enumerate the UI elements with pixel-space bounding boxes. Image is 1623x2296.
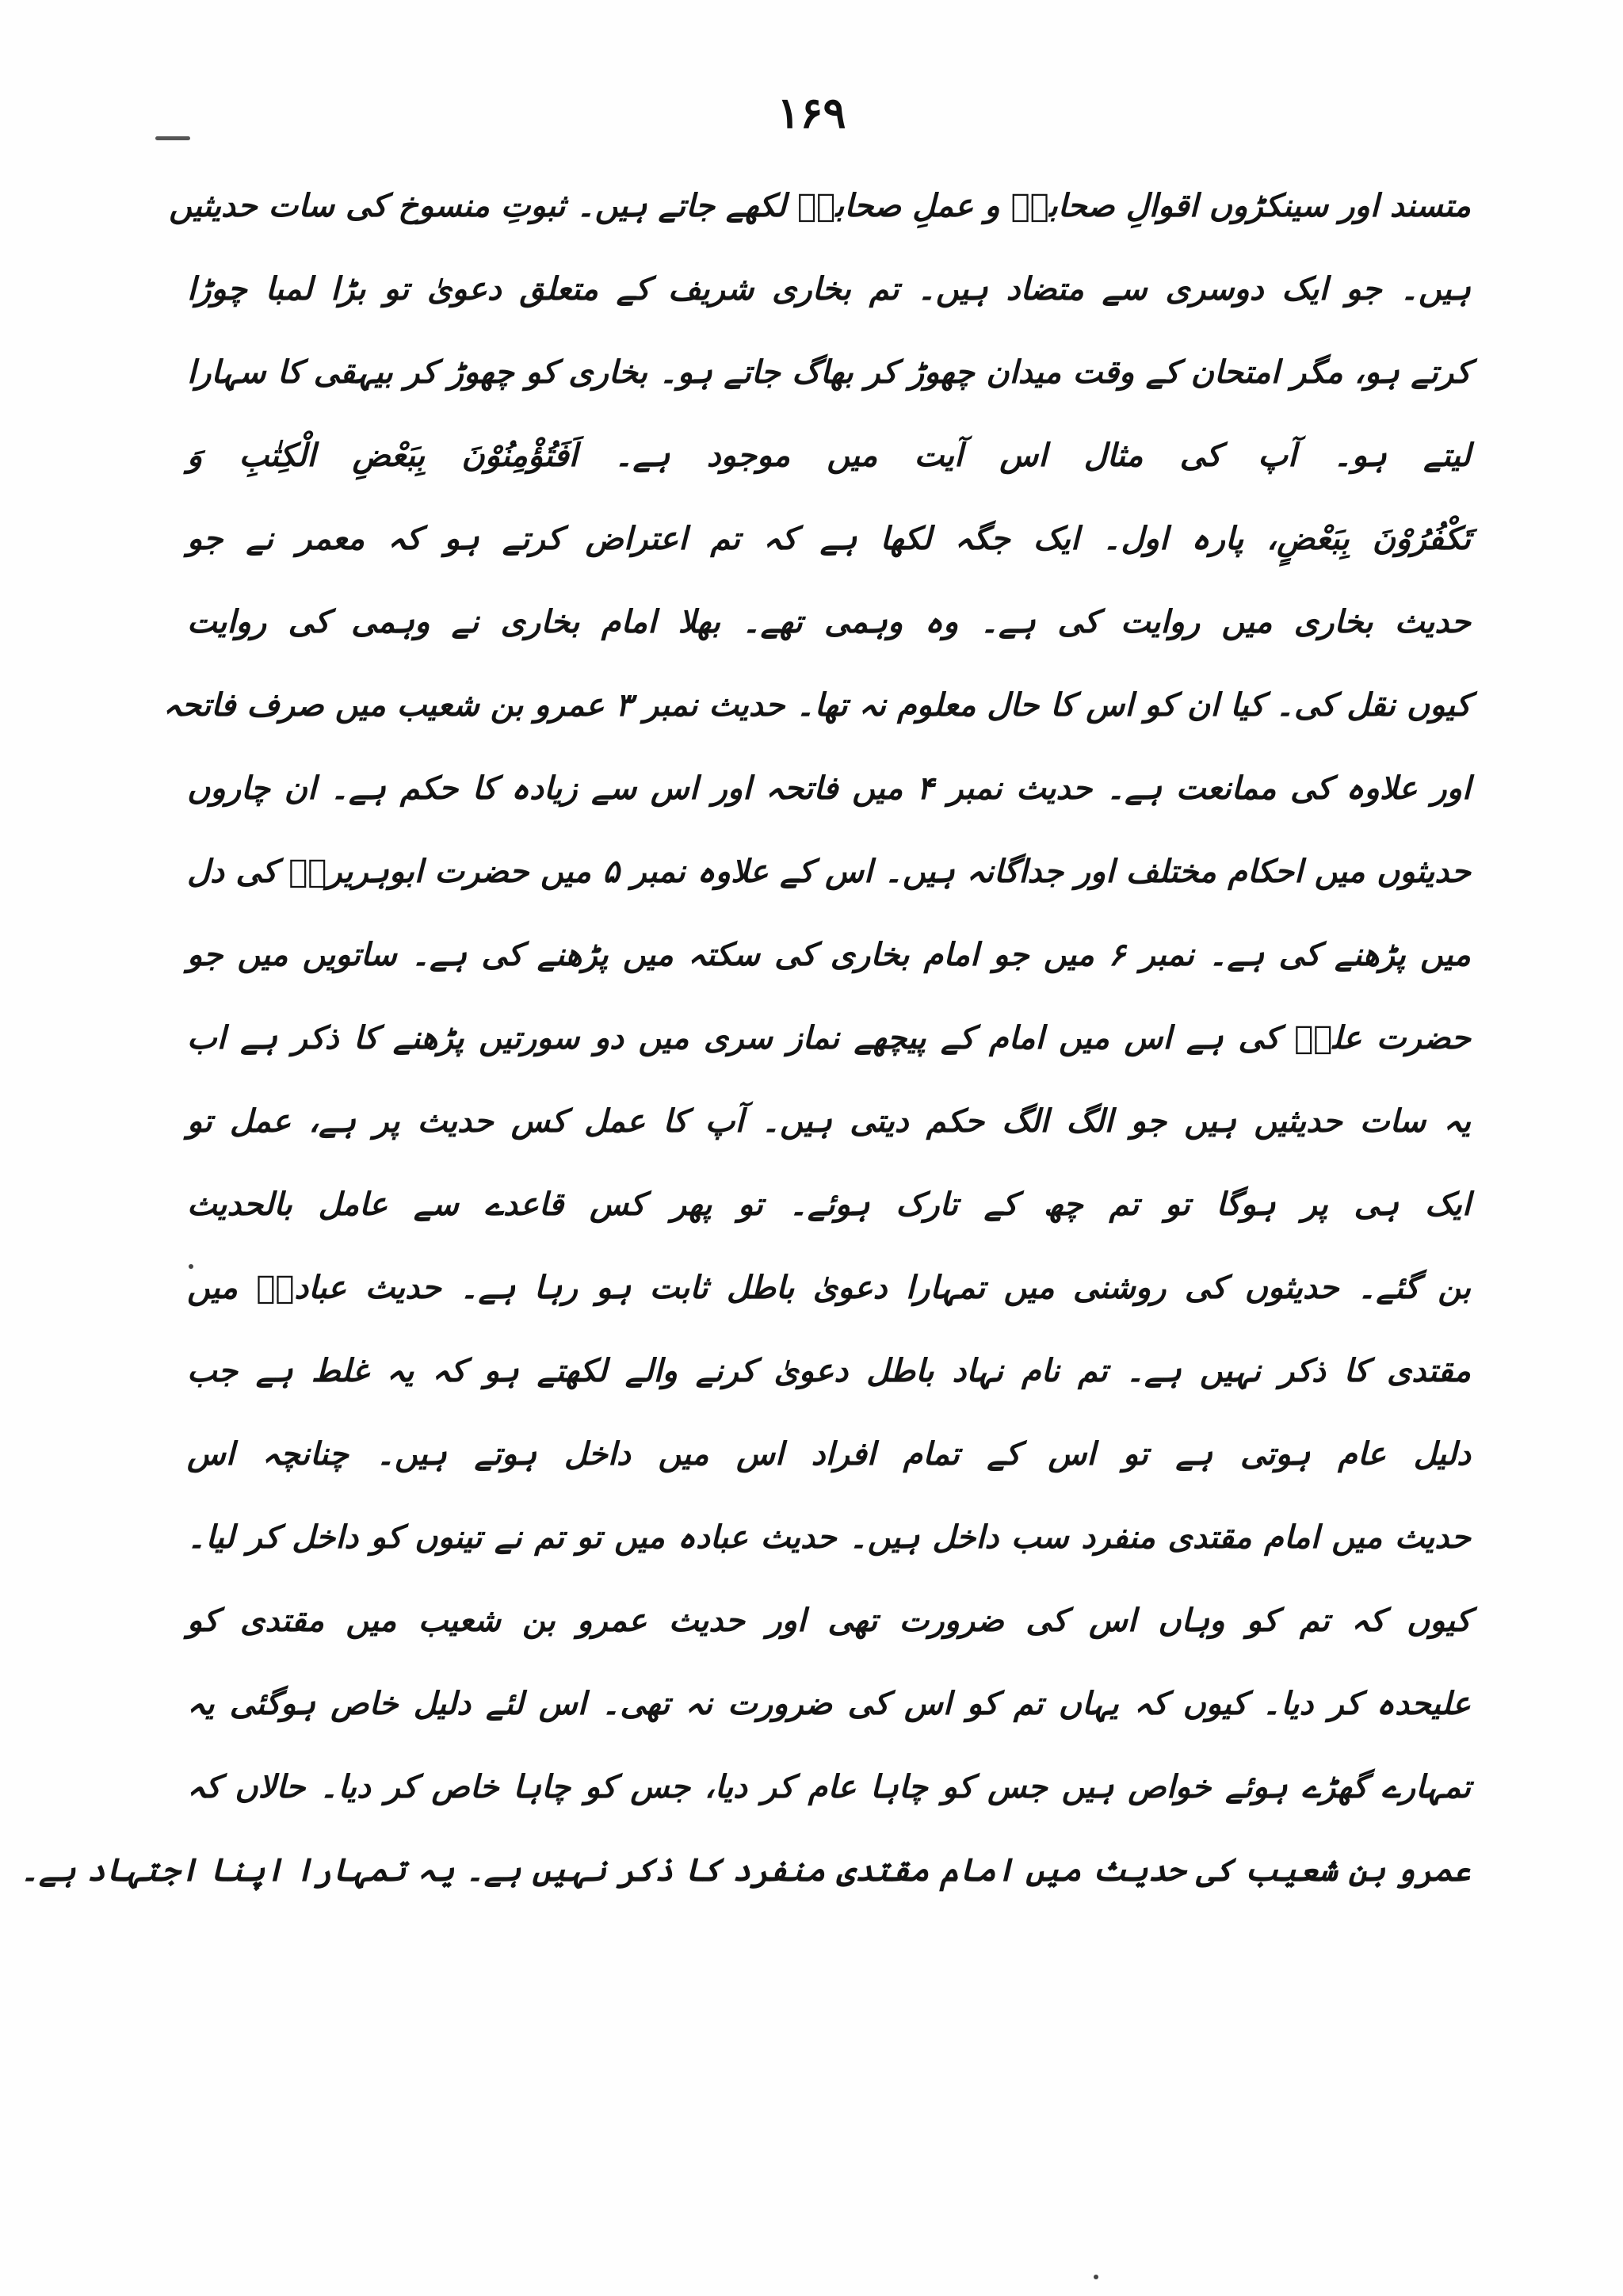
text-line: دلیل عام ہوتی ہے تو اس کے تمام افراد اس میں داخل ہوتے ہیں۔ چنانچہ اس [187,1436,1471,1473]
text-line: اور علاوہ کی ممانعت ہے۔ حدیث نمبر ۴ میں فاتحہ اور اس سے زیادہ کا حکم ہے۔ ان چاروں [187,770,1471,807]
text-line: ہیں۔ جو ایک دوسری سے متضاد ہیں۔ تم بخاری شریف کے متعلق دعویٰ تو بڑا لمبا چوڑا [187,271,1471,308]
text-line: حضرت علیؓ کی ہے اس میں امام کے پیچھے نماز سری میں دو سورتیں پڑھنے کا ذکر ہے اب [187,1020,1471,1056]
text-line: مقتدی کا ذکر نہیں ہے۔ تم نام نہاد باطل دعویٰ کرنے والے لکھتے ہو کہ یہ غلط ہے جب [187,1353,1472,1389]
text-line: حدیثوں میں احکام مختلف اور جداگانہ ہیں۔ اس کے علاوہ نمبر ۵ میں حضرت ابوہریرہؓ کی دل [187,854,1471,890]
page-number: ۱۶۹ [777,87,846,138]
text-line: عمرو بن شعیب کی حدیث میں امام مقتدی منفرد کا ذکر نہیں ہے۔ یہ تمہارا اپنا اجتہاد ہے۔ [20,1852,1471,1889]
text-line: متسند اور سینکڑوں اقوالِ صحابہؓ و عملِ صحابہؓ لکھے جاتے ہیں۔ ثبوتِ منسوخ کی سات حدیثیں [169,188,1471,224]
text-line: تمہارے گھڑے ہوئے خواص ہیں جس کو چاہا عام کر دیا، جس کو چاہا خاص کر دیا۔ حالاں کہ [187,1769,1471,1805]
text-line: کیوں کہ تم کو وہاں اس کی ضرورت تھی اور حدیث عمرو بن شعیب میں مقتدی کو [187,1603,1471,1639]
text-line: یہ سات حدیثیں ہیں جو الگ الگ حکم دیتی ہیں۔ آپ کا عمل کس حدیث پر ہے، عمل تو [187,1103,1471,1140]
text-line: حدیث میں امام مقتدی منفرد سب داخل ہیں۔ حدیث عبادہ میں تو تم نے تینوں کو داخل کر لیا۔ [187,1519,1471,1556]
text-line: کرتے ہو، مگر امتحان کے وقت میدان چھوڑ کر بھاگ جاتے ہو۔ بخاری کو چھوڑ کر بیہقی کا سہارا [187,354,1471,391]
text-line: تَکْفُرُوْنَ بِبَعْضٍ، پارہ اول۔ ایک جگہ لکھا ہے کہ تم اعتراض کرتے ہو کہ معمر نے جو [187,521,1471,557]
text-line: لیتے ہو۔ آپ کی مثال اس آیت میں موجود ہے۔ اَفَتُؤْمِنُوْنَ بِبَعْضِ الْکِتٰبِ وَ [187,437,1471,474]
text-line: ایک ہی پر ہوگا تو تم چھ کے تارک ہوئے۔ تو پھر کس قاعدے سے عامل بالحدیث [187,1186,1471,1223]
text-line: میں پڑھنے کی ہے۔ نمبر ۶ میں جو امام بخاری کی سکتہ میں پڑھنے کی ہے۔ ساتویں میں جو [187,937,1471,973]
text-line: حدیث بخاری میں روایت کی ہے۔ وہ وہمی تھے۔ بھلا امام بخاری نے وہمی کی روایت [187,604,1471,640]
text-line: علیحدہ کر دیا۔ کیوں کہ یہاں تم کو اس کی ضرورت نہ تھی۔ اس لئے دلیل خاص ہوگئی یہ [187,1686,1471,1722]
scan-speck [1094,2275,1098,2279]
text-line: بن گئے۔ حدیثوں کی روشنی میں تمہارا دعویٰ باطل ثابت ہو رہا ہے۔ حدیث عبادہؓ میں [187,1270,1471,1306]
body-text [20,165,1472,1912]
text-line: کیوں نقل کی۔ کیا ان کو اس کا حال معلوم نہ تھا۔ حدیث نمبر ۳ عمرو بن شعیب میں صرف فاتحہ [162,687,1471,724]
